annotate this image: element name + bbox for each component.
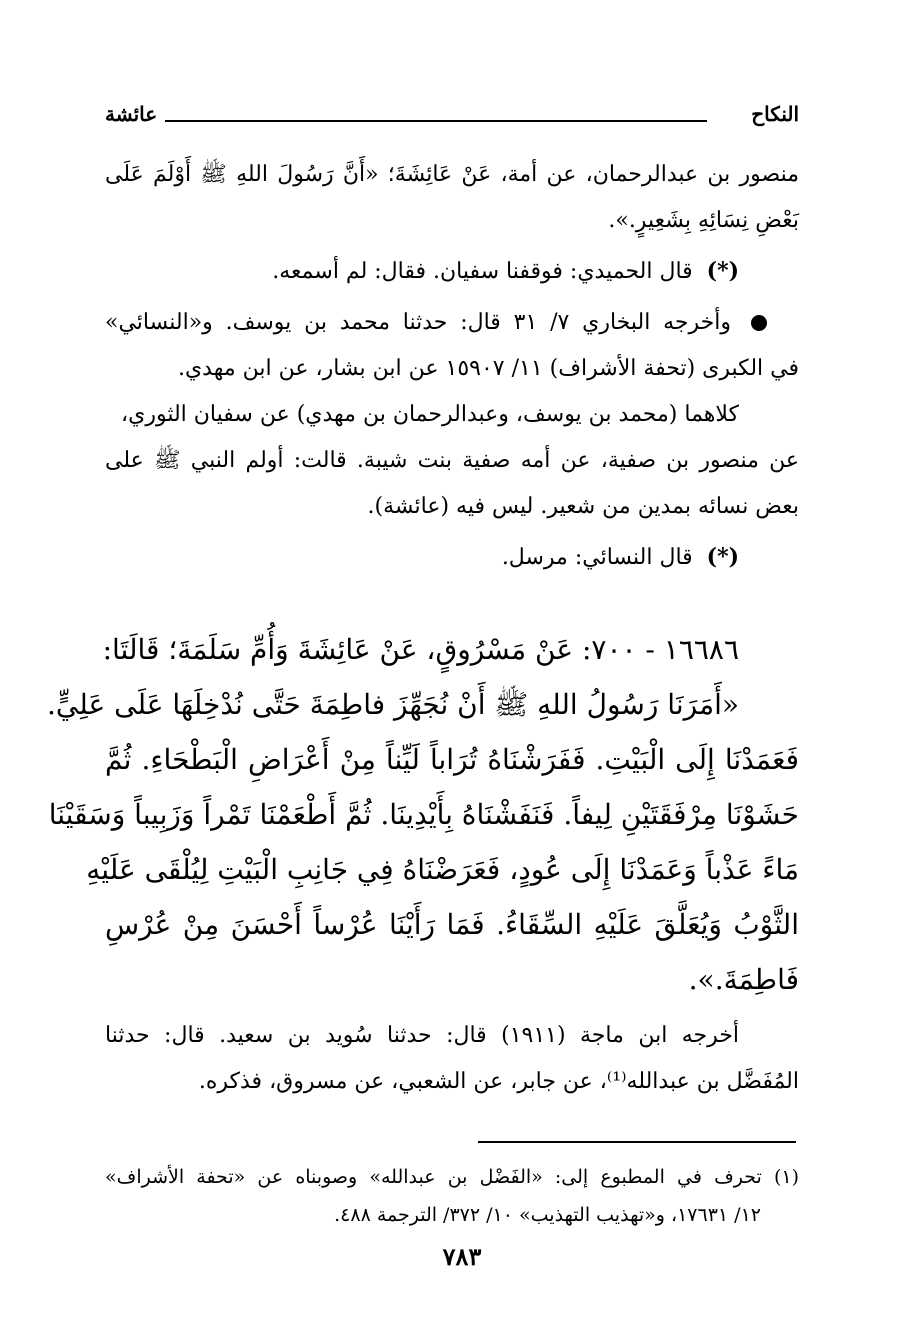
hadith-line: فَعَمَدْنَا إِلَى الْبَيْتِ. فَفَرَشْنَاهُ تُرَاباً لَيِّناً مِنْ أَعْرَاضِ الْبَطْحَاءِ. ثُمَّ [105, 743, 799, 776]
note-text: قال الحميدي: فوقفنا سفيان. فقال: لم أسمعه. [272, 259, 693, 284]
text-line: كلاهما (محمد بن يوسف، وعبدالرحمان بن مهدي) عن سفيان الثوري، [121, 402, 739, 427]
note-humaydi [105, 248, 799, 294]
page-number: ٧٨٣ [442, 1242, 482, 1271]
paragraph-intro [105, 152, 799, 244]
text-line: المُفَضَّل بن عبدالله⁽¹⁾، عن جابر، عن الشعبي، عن مسروق، فذكره. [198, 1069, 799, 1094]
note-nasai [105, 534, 799, 580]
footnote-line: ١٢/ ١٧٦٣١، و«تهذيب التهذيب» ١٠/ ٣٧٢/ الترجمة ٤٨٨. [334, 1204, 761, 1226]
header-name: عائشة [105, 102, 158, 126]
note-text: قال النسائي: مرسل. [501, 545, 693, 570]
hadith-line: مَاءً عَذْباً وَعَمَدْنَا إِلَى عُودٍ، فَعَرَضْنَاهُ فِي جَانِبِ الْبَيْتِ لِيُلْقَى عَلَيْهِ [86, 853, 799, 886]
hadith-text [47, 622, 799, 1007]
hadith-line: الثَّوْبُ وَيُعَلَّقَ عَلَيْهِ السِّقَاءُ. فَمَا رَأَيْنَا عُرْساً أَحْسَنَ مِنْ عُرْسِ [105, 908, 799, 941]
note-star: (*) [706, 258, 739, 284]
bullet-icon [751, 315, 767, 331]
paragraph-takhrij [105, 300, 799, 530]
text-line: عن منصور بن صفية، عن أمه صفية بنت شيبة. قالت: أولم النبي ﷺ على [105, 448, 799, 473]
text-line: بَعْضِ نِسَائِهِ بِشَعِيرٍ.». [608, 208, 799, 233]
text-line: وأخرجه البخاري ٧/ ٣١ قال: حدثنا محمد بن يوسف. و«النسائي» [105, 310, 732, 335]
text-line: بعض نسائه بمدين من شعير. ليس فيه (عائشة). [367, 494, 799, 519]
paragraph-ibn-majah [105, 1013, 799, 1105]
hadith-line: ١٦٦٨٦ - ٧٠٠: عَنْ مَسْرُوقٍ، عَنْ عَائِشَةَ وَأُمِّ سَلَمَةَ؛ قَالَتَا: [102, 633, 739, 666]
text-line: أخرجه ابن ماجة (١٩١١) قال: حدثنا سُويد بن سعيد. قال: حدثنا [105, 1023, 740, 1048]
footnote-rule [478, 1141, 796, 1143]
hadith-line: «أَمَرَنَا رَسُولُ اللهِ ﷺ أَنْ نُجَهِّزَ فاطِمَةَ حَتَّى نُدْخِلَهَا عَلَى عَلِيٍّ. [47, 688, 739, 721]
running-header [105, 98, 799, 130]
header-rule [165, 120, 707, 122]
hadith-line: فَاطِمَةَ.». [688, 963, 799, 996]
text-line: في الكبرى (تحفة الأشراف) ١١/ ١٥٩٠٧ عن ابن بشار، عن ابن مهدي. [177, 356, 799, 381]
footnote-line: (١) تحرف في المطبوع إلى: «الفَضْل بن عبدالله» وصوبناه عن «تحفة الأشراف» [105, 1166, 799, 1188]
note-star: (*) [706, 544, 739, 570]
text-line: منصور بن عبدالرحمان، عن أمة، عَنْ عَائِشَةَ؛ «أَنَّ رَسُولَ اللهِ ﷺ أَوْلَمَ عَلَى [105, 162, 799, 187]
hadith-line: حَشَوْنَا مِرْفَقَتَيْنِ لِيفاً. فَنَفَشْنَاهُ بِأَيْدِينَا. ثُمَّ أَطْعَمْنَا تَمْراً وَزَبِيباً وَسَقَيْنَا [48, 798, 799, 831]
footnote [105, 1158, 799, 1234]
header-chapter: النكاح [751, 102, 799, 126]
